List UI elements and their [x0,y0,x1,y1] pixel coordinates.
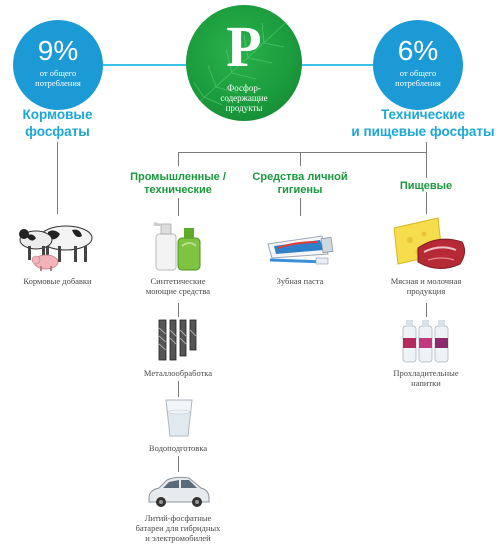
right-category-line-2: и пищевые фосфаты [351,124,495,139]
link-hygiene [300,198,301,216]
caption-detergents-line-1: Синтетические [150,276,206,286]
subcategory-hygiene [244,171,356,197]
caption-water [118,443,238,453]
left-category-line-1: Кормовые [22,107,93,122]
center-phosphorus-circle [186,5,302,121]
caption-feed [5,276,110,286]
caption-meat-dairy [372,276,480,296]
connector-right [300,64,382,66]
link-industrial [178,198,179,216]
caption-batteries-line-2: батареи для гибридных [135,523,221,533]
link-metal [178,303,179,317]
center-label-2: содержащие [220,93,268,103]
cows-pig-icon [18,216,98,272]
caption-toothpaste-line-1: Зубная паста [276,276,324,286]
branch-horizontal [178,152,426,153]
caption-drinks-line-2: напитки [411,378,441,388]
caption-batteries [112,513,244,543]
center-letter: P [226,14,262,79]
subcategory-food-line-1: Пищевые [399,180,453,192]
subcategory-hygiene-line-1: Средства личной [252,171,348,183]
branch-industrial [178,152,179,166]
drill-bits-icon [155,318,203,364]
connector-left [103,64,188,66]
caption-meat-dairy-line-1: Мясная и молочная [390,276,462,286]
branch-food [426,152,427,178]
right-category-line-1: Технические [380,107,466,122]
water-bottles-icon [401,318,451,364]
left-stat-circle [13,20,103,110]
link-drinks [426,303,427,317]
detergent-bottles-icon [152,216,206,272]
left-stat-subtitle-2: потребления [35,78,81,88]
subcategory-industrial [118,171,238,197]
right-stat-circle [373,20,463,110]
caption-feed-line-1: Кормовые добавки [23,276,92,286]
caption-drinks [372,368,480,388]
electric-car-icon [145,474,213,508]
center-label-1: Фосфор- [227,83,261,93]
left-category-line-2: фосфаты [25,124,90,139]
subcategory-industrial-line-1: Промышленные / [130,171,226,183]
subcategory-hygiene-line-2: гигиены [277,184,323,196]
right-category-title [348,106,498,140]
link-food [426,192,427,214]
right-stat-value: 6% [397,35,439,66]
link-car [178,456,179,472]
caption-meat-dairy-line-2: продукция [406,286,446,296]
subcategory-food [386,180,466,193]
center-label-3: продукты [225,103,263,113]
link-feed [57,142,58,214]
left-category-title [5,106,110,140]
caption-detergents [118,276,238,296]
cheese-meat-icon [388,214,468,276]
toothpaste-icon [262,224,338,270]
right-stat-subtitle-1: от общего [399,68,437,78]
caption-toothpaste [244,276,356,286]
right-stat-subtitle-2: потребления [395,78,441,88]
link-water [178,381,179,397]
subcategory-industrial-line-2: технические [144,184,212,196]
caption-batteries-line-3: и электромобилей [145,533,211,543]
water-glass-icon [162,398,196,438]
caption-metal [118,368,238,378]
caption-metal-line-1: Металлообработка [143,368,213,378]
left-stat-subtitle-1: от общего [39,68,77,78]
caption-water-line-1: Водоподготовка [148,443,208,453]
caption-detergents-line-2: моющие средства [145,286,211,296]
caption-drinks-line-1: Прохладительные [393,368,459,378]
caption-batteries-line-1: Литий-фосфатные [144,513,212,523]
left-stat-value: 9% [37,35,79,66]
branch-hygiene [300,152,301,166]
